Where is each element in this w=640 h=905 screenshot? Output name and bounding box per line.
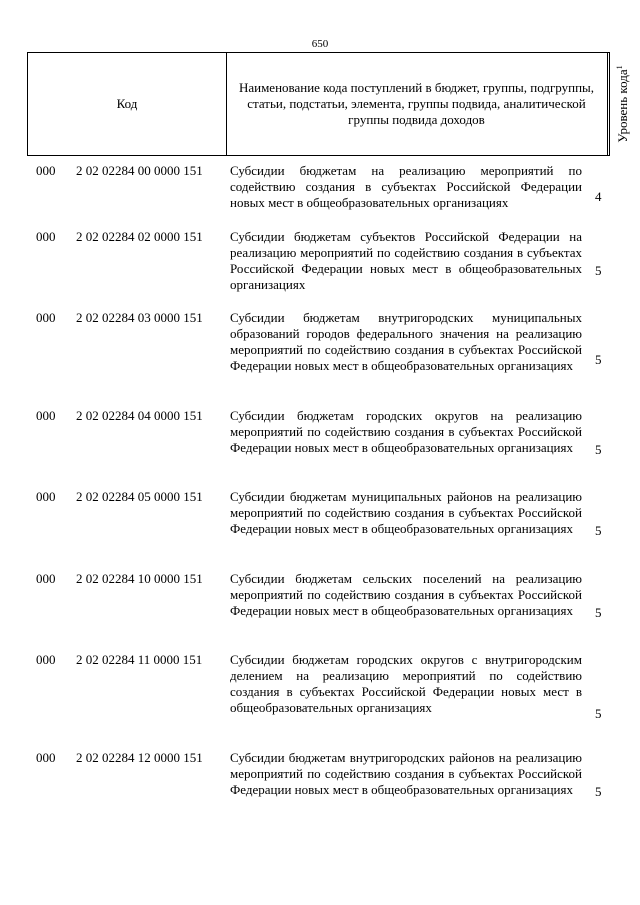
row-level: 5 <box>595 605 602 620</box>
row-level: 5 <box>595 352 602 367</box>
row-income-name: Субсидии бюджетам городских округов на реализацию мероприятий по содействию создания в субъектах Российской Федерации новых мест в общеобразовательных организациях <box>230 408 582 455</box>
header-level <box>608 53 638 155</box>
row-level: 5 <box>595 442 602 457</box>
row-level: 5 <box>595 263 602 278</box>
row-admin-code: 000 <box>36 408 56 423</box>
row-income-code: 2 02 02284 03 0000 151 <box>76 310 203 325</box>
row-income-code: 2 02 02284 05 0000 151 <box>76 489 203 504</box>
row-admin-code: 000 <box>36 310 56 325</box>
row-income-code: 2 02 02284 10 0000 151 <box>76 571 203 586</box>
row-level: 5 <box>595 706 602 721</box>
row-income-code: 2 02 02284 04 0000 151 <box>76 408 203 423</box>
row-income-code: 2 02 02284 12 0000 151 <box>76 750 203 765</box>
row-admin-code: 000 <box>36 489 56 504</box>
row-level: 4 <box>595 189 602 204</box>
row-level: 5 <box>595 784 602 799</box>
header-level-label <box>615 65 631 142</box>
row-income-code: 2 02 02284 02 0000 151 <box>76 229 203 244</box>
row-income-name: Субсидии бюджетам субъектов Российской Федерации на реализацию мероприятий по содействию создания в субъектах Российской Федерации новых мест в общеобразовательных организациях <box>230 229 582 292</box>
row-admin-code: 000 <box>36 750 56 765</box>
row-income-name: Субсидии бюджетам городских округов с внутригородским делением на реализацию мероприятий по содействию создания в субъектах Российской Федерации новых мест в общеобразовательных организациях <box>230 652 582 715</box>
header-level-text: Уровень кода <box>615 69 631 143</box>
row-admin-code: 000 <box>36 652 56 667</box>
table-header <box>27 52 631 156</box>
page-number: 650 <box>311 38 329 50</box>
row-income-code: 2 02 02284 11 0000 151 <box>76 652 203 667</box>
row-admin-code: 000 <box>36 163 56 178</box>
row-income-name: Субсидии бюджетам на реализацию мероприятий по содействию создания в субъектах Российской Федерации новых мест в общеобразовательных организациях <box>230 163 582 210</box>
header-code: Код <box>28 53 227 155</box>
row-admin-code: 000 <box>36 571 56 586</box>
row-income-name: Субсидии бюджетам муниципальных районов на реализацию мероприятий по содействию создания в субъектах Российской Федерации новых мест в общеобразовательных организациях <box>230 489 582 536</box>
row-admin-code: 000 <box>36 229 56 244</box>
row-income-name: Субсидии бюджетам сельских поселений на реализацию мероприятий по содействию создания в субъектах Российской Федерации новых мест в общеобразовательных организациях <box>230 571 582 618</box>
row-income-code: 2 02 02284 00 0000 151 <box>76 163 203 178</box>
row-level: 5 <box>595 523 602 538</box>
row-income-name: Субсидии бюджетам внутригородских муниципальных образований городов федерального значения на реализацию мероприятий по содействию создания в субъектах Российской Федерации новых мест в общеобразовательных организациях <box>230 310 582 373</box>
header-name: Наименование кода поступлений в бюджет, группы, подгруппы, статьи, подстатьи, элемента, группы подвида, аналитической группы подвида доходов <box>226 53 608 155</box>
row-income-name: Субсидии бюджетам внутригородских районов на реализацию мероприятий по содействию создания в субъектах Российской Федерации новых мест в общеобразовательных организациях <box>230 750 582 797</box>
header-level-footnote: 1 <box>614 65 624 70</box>
